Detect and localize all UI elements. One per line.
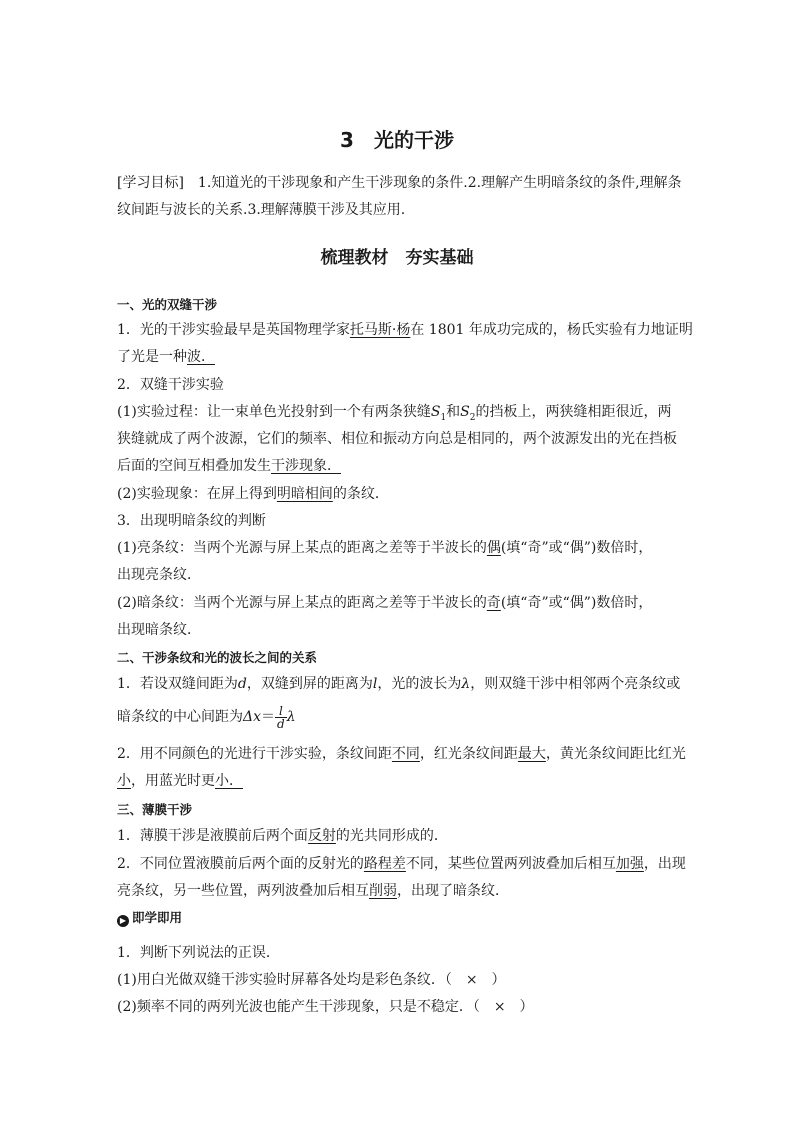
text: 1．光的干涉实验最早是英国物理学家 <box>117 322 350 338</box>
answer-blank: 小． <box>215 773 243 789</box>
practice-q1: 1．判断下列说法的正误． <box>117 945 280 961</box>
text: ，则双缝干涉中相邻两个亮条纹或 <box>470 676 681 692</box>
text: 在 1801 年成功完成的，杨氏实验有力地证明 <box>410 322 693 338</box>
text: ，光的波长为 <box>377 676 462 692</box>
fraction-numerator: l <box>275 705 287 718</box>
play-circle-icon: ▶ <box>117 915 129 927</box>
practice-heading-row <box>117 909 182 927</box>
symbol-lambda: λ <box>286 709 296 725</box>
answer-blank: 波． <box>187 349 215 365</box>
s3-para-2 <box>117 855 686 873</box>
text: 的条纹． <box>332 486 389 502</box>
answer-blank: 明暗相间 <box>276 486 333 502</box>
text: 的挡板上，两狭缝相距很近，两 <box>475 404 672 420</box>
text: 亮条纹，另一些位置，两列波叠加后相互 <box>117 883 369 899</box>
text: ，用蓝光时更 <box>131 773 215 789</box>
text: 不同，某些位置两列波叠加后相互 <box>405 856 616 872</box>
symbol-l: l <box>372 676 378 692</box>
s1-para-3-cont: 狭缝就成了两个波源，它们的频率、相位和振动方向总是相同的，两个波源发出的光在挡板 <box>117 431 677 447</box>
symbol-delta-x: Δx <box>243 709 262 725</box>
s1-para-1 <box>117 321 693 339</box>
answer-blank: 小 <box>117 773 131 789</box>
text: 了光是一种 <box>117 349 187 365</box>
s2-para-1 <box>117 675 680 693</box>
s2-para-3-cont <box>117 772 243 790</box>
equals-sign: ＝ <box>261 709 276 725</box>
text: 的光共同形成的． <box>335 828 448 844</box>
text: 后面的空间互相叠加发生 <box>117 458 271 474</box>
page-title: 3 光的干涉 <box>340 128 454 152</box>
fraction <box>275 705 287 730</box>
s1-para-4 <box>117 485 389 503</box>
text: (1)实验过程：让一束单色光投射到一个有两条狭缝 <box>117 404 431 420</box>
text: 1．薄膜干涉是液膜前后两个面 <box>117 828 308 844</box>
s1-para-3-end <box>117 457 341 475</box>
objectives-line-1 <box>117 174 682 192</box>
answer-blank: 不同 <box>391 746 420 762</box>
s1-para-7-cont: 出现暗条纹． <box>117 622 201 638</box>
answer-blank: 最大 <box>517 746 546 762</box>
practice-q1a: (1)用白光做双缝干涉实验时屏幕各处均是彩色条纹．（ × ） <box>117 972 506 988</box>
answer-blank: 托马斯·杨 <box>349 322 411 338</box>
s1-para-5: 3．出现明暗条纹的判断 <box>117 513 266 529</box>
symbol-lambda: λ <box>461 676 471 692</box>
section-subtitle: 梳理教材 夯实基础 <box>320 248 474 268</box>
text: (填“奇”或“偶”)数倍时， <box>500 595 653 611</box>
text: ，黄光条纹间距比红光 <box>545 746 686 762</box>
s1-para-6-cont: 出现亮条纹． <box>117 567 201 583</box>
symbol-d: d <box>237 676 247 692</box>
s1-para-7 <box>117 594 652 612</box>
symbol-s: S <box>460 404 470 420</box>
fraction-denominator: d <box>277 716 285 731</box>
s1-para-6 <box>117 539 652 557</box>
section-heading-3: 三、薄膜干涉 <box>117 802 193 817</box>
answer-blank: 加强 <box>615 856 644 872</box>
text: ，双缝到屏的距离为 <box>246 676 373 692</box>
text: ，红光条纹间距 <box>419 746 518 762</box>
answer-blank: 路程差 <box>363 856 406 872</box>
s3-para-1 <box>117 827 448 845</box>
objectives-label: [学习目标] <box>117 175 184 191</box>
text: (2)暗条纹：当两个光源与屏上某点的距离之差等于半波长的 <box>117 595 487 611</box>
text: (填“奇”或“偶”)数倍时， <box>500 540 653 556</box>
text: ，出现 <box>643 856 686 872</box>
practice-heading: 即学即用 <box>132 910 183 925</box>
text: (1)亮条纹：当两个光源与屏上某点的距离之差等于半波长的 <box>117 540 487 556</box>
text: 1．若设双缝间距为 <box>117 676 238 692</box>
text: 暗条纹的中心间距为 <box>117 709 243 725</box>
symbol-s: S <box>430 404 441 420</box>
objectives-line-2: 纹间距与波长的关系.3.理解薄膜干涉及其应用. <box>117 202 406 218</box>
text: 2．不同位置液膜前后两个面的反射光的 <box>117 856 364 872</box>
answer-blank: 干涉现象． <box>271 458 341 474</box>
objectives-text-1: 1.知道光的干涉现象和产生干涉现象的条件.2.理解产生明暗条纹的条件,理解条 <box>183 175 682 191</box>
s1-para-3 <box>117 403 672 427</box>
s1-para-2: 2．双缝干涉实验 <box>117 377 224 393</box>
text: 和 <box>446 404 461 420</box>
section-heading-1: 一、光的双缝干涉 <box>117 297 218 312</box>
answer-blank: 削弱 <box>369 883 397 899</box>
answer-blank: 偶 <box>486 540 501 556</box>
section-heading-2: 二、干涉条纹和光的波长之间的关系 <box>117 650 318 665</box>
text: (2)实验现象：在屏上得到 <box>117 486 277 502</box>
subscript: 1 <box>440 412 447 423</box>
text: ，出现了暗条纹． <box>397 883 509 899</box>
s1-para-1-cont <box>117 348 215 366</box>
s2-para-2 <box>117 702 296 732</box>
subscript: 2 <box>469 412 476 423</box>
answer-blank: 奇 <box>486 595 501 611</box>
practice-q1b: (2)频率不同的两列光波也能产生干涉现象，只是不稳定．（ × ） <box>117 999 534 1015</box>
text: 2．用不同颜色的光进行干涉实验，条纹间距 <box>117 746 392 762</box>
answer-blank: 反射 <box>307 828 336 844</box>
s3-para-2-cont <box>117 882 509 900</box>
s2-para-3 <box>117 745 686 763</box>
